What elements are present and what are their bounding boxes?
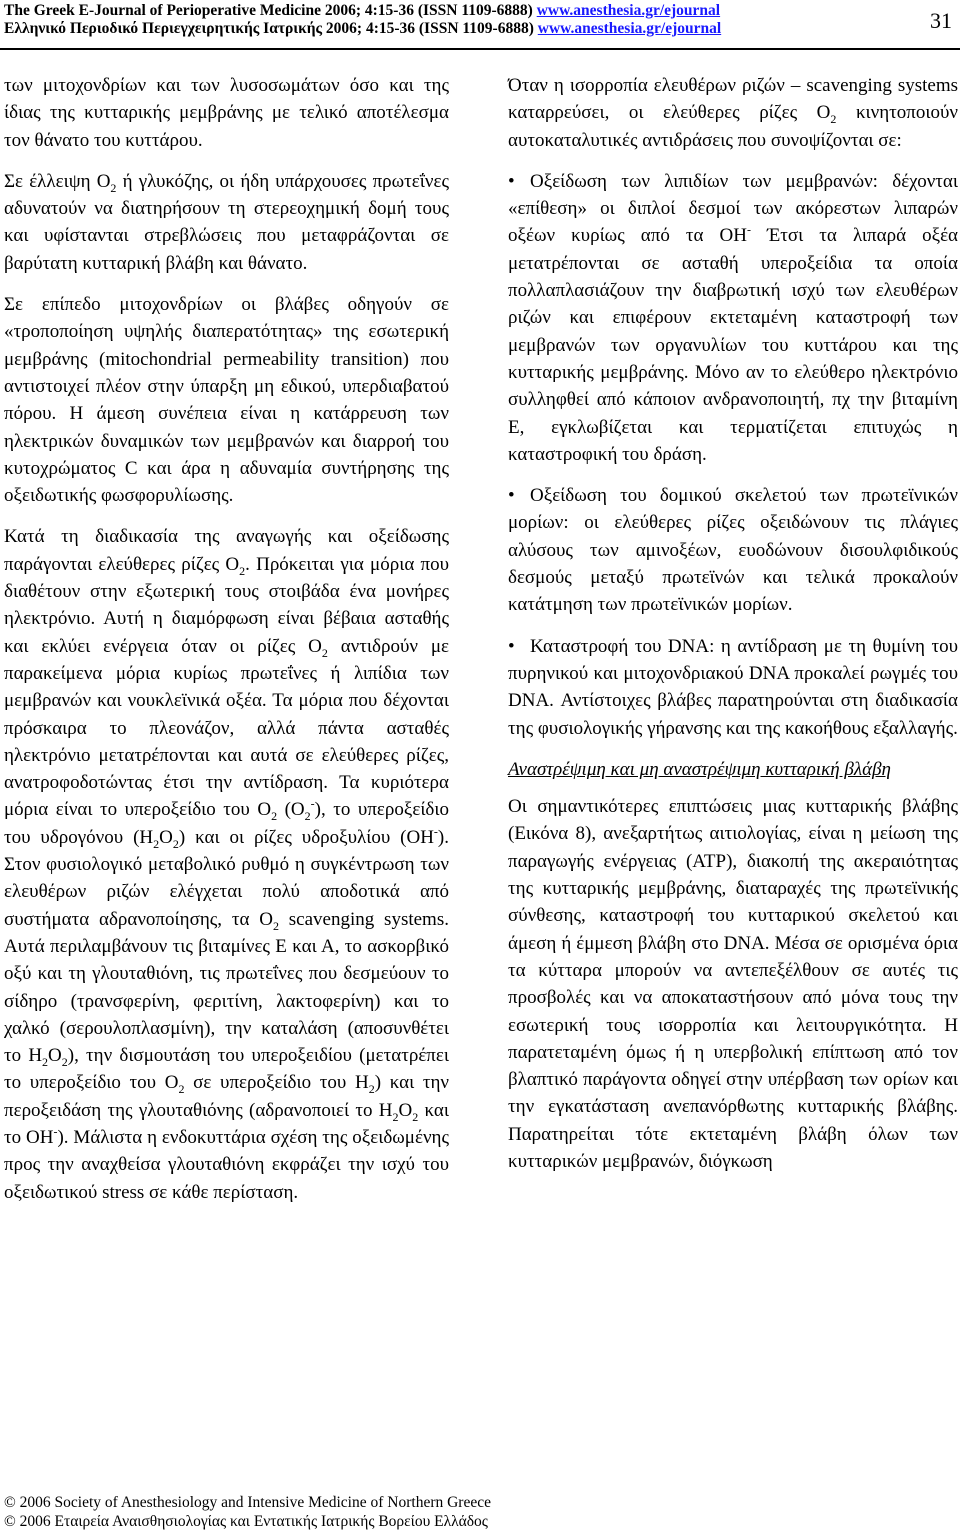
list-item: • Οξείδωση του δομικού σκελετού των πρωτεϊνικών μορίων: οι ελεύθερες ρίζες οξειδώνουν τις πλάγιες αλύσους των αμινοξέων, ευοδώνουν δισουλφιδικούς δεσμούς μεταξύ πρωτεϊνών και τελικά προκαλούν κατάτμηση των πρωτεϊνικών μορίων. [508, 482, 958, 618]
paragraph: Οι σημαντικότερες επιπτώσεις μιας κυτταρικής βλάβης (Εικόνα 8), ανεξαρτήτως αιτιολογίας, είναι η μείωση της παραγωγής ενέργειας (ATP), διακοπή της ακεραιότητας της κυτταρικής μεμβράνης, διαταραχές της πρωτεϊνικής σύνθεσης, καταστροφή του κυτταρικού σκελετού και άμεση ή έμμεση βλάβη στο DNA. Μέσα σε ορισμένα όρια τα κύτταρα μπορούν να αντεπεξέλθουν σε αυτές τις προσβολές και να αποκαταστήσουν από μόνα τους την εσωτερική τους ισορροπία και λειτουργικότητα. Η παρατεταμένη όμως ή η υπερβολική επίπτωση από τον βλαπτικό παράγοντα οδηγεί στην υπέρβαση των ορίων και την εγκατάσταση ανεπανόρθωτης κυτταρικής βλάβης. Παρατηρείται τότε εκτεταμένη βλάβη όλων των κυτταρικών μεμβρανών, διόγκωση [508, 796, 958, 1172]
journal-citation-greek [4, 20, 956, 38]
right-column [508, 72, 958, 1175]
section-heading: Αναστρέψιμη και μη αναστρέψιμη κυτταρική βλάβη [508, 758, 891, 780]
list-item: • Καταστροφή του DNA: η αντίδραση με τη θυμίνη του πυρηνικού και μιτοχονδριακού DNA προκαλεί ρωγμές του DNA. Αντίστοιχες βλάβες παρατηρούνται στη διαδικασία της φυσιολογικής γήρανσης και της κακοήθους εξαλλαγής. [508, 633, 958, 742]
paragraph: Όταν η ισορροπία ελευθέρων ριζών – scavenging systems καταρρεύσει, οι ελεύθερες ρίζες $O_2$ κινητοποιούν αυτοκαταλυτικές αντιδράσεις που συνοψίζονται σε: [508, 75, 958, 151]
left-column [4, 72, 449, 1206]
bullet-icon: • [508, 170, 515, 192]
page-footer [4, 1493, 956, 1531]
bullet-icon: • [508, 485, 515, 507]
list-item: • Οξείδωση των λιπιδίων των μεμβρανών: δέχονται «επίθεση» οι διπλοί δεσμοί των ακόρεστων λιπαρών οξέων κυρίως από τα OH- Έτσι τα λιπαρά οξέα μετατρέπονται σε ασταθή υπεροξείδια τα οποία πολλαπλασιάζουν την διαβρωτική ισχύ των ελευθέρων ριζών και επιφέρουν εκτεταμένη καταστροφή των μεμβρανών των οργανυλίων του κυττάρου και της κυτταρικής μεμβράνης. Μόνο αν το ελεύθερο ηλεκτρόνιο συλληφθεί από κάποιον ανδρανοποιητή, πχ την βιταμίνη Ε, εγκλωβίζεται και τερματίζεται επιτυχώς η καταστροφική του δράση. [508, 168, 958, 468]
page-number: 31 [930, 8, 952, 33]
citation-text: The Greek E-Journal of Perioperative Medicine 2006; 4:15-36 (ISSN 1109-6888) [4, 2, 537, 19]
page-header [4, 2, 956, 44]
journal-link[interactable]: www.anesthesia.gr/ejournal [536, 2, 721, 19]
paragraph: Σε επίπεδο μιτοχονδρίων οι βλάβες οδηγούν σε «τροποποίηση υψηλής διαπερατότητας» της εσωτερική μεμβράνης (mitochondrial permeability transition) που αντιστοιχεί πλέον στην ύπαρξη μη εδικού, υπερδιαβατού πόρου. Η άμεση συνέπεια είναι η κατάρρευση των ηλεκτρικών δυναμικών των μεμβρανών και διαρροή του κυτοχρώματος C και άρα η αδυναμία συντήρησης της οξειδωτικής φωσφορυλίωσης. [4, 294, 449, 507]
copyright-greek: © 2006 Εταιρεία Αναισθησιολογίας και Εντατικής Ιατρικής Βορείου Ελλάδος [4, 1513, 488, 1530]
citation-text: Ελληνικό Περιοδικό Περιεγχειρητικής Ιατρικής 2006; 4:15-36 (ISSN 1109-6888) [4, 20, 538, 37]
header-rule [0, 48, 960, 50]
journal-link[interactable]: www.anesthesia.gr/ejournal [537, 20, 722, 37]
paragraph: Κατά τη διαδικασία της αναγωγής και οξείδωσης παράγονται ελεύθερες ρίζες $O_2$. Πρόκειται για μόρια που διαθέτουν στην εξωτερική τους στοιβάδα ένα μονήρες ηλεκτρόνιο. Αυτή η διαμόρφωση είναι βέβαια ασταθής και εκλύει ενέργεια όταν οι ρίζες $O_2$ αντιδρούν με παρακείμενα μόρια κυρίως πρωτεΐνες ή λιπίδια των μεμβρανών και νουκλεϊνικά οξέα. Τα μόρια που δέχονται πρόσκαιρα το πλεονάζον, αλλά πάντα ασταθές ηλεκτρόνιο μετατρέπονται και αυτά σε ελεύθερες ρίζες, ανατροφοδοτώντας έτσι την αντίδραση. Τα κυριότερα μόρια είναι το υπεροξείδιο του $O_2$ $(O_2^-)$, το υπεροξείδιο του υδρογόνου $(H_2O_2)$ και οι ρίζες υδροξυλίου (OH-). Στον φυσιολογικό μεταβολικό ρυθμό η συγκέντρωση των ελευθέρων ριζών ελέγχεται πολύ αποδοτικά από συστήματα αδρανοποίησης, τα $O_2$ scavenging systems. Αυτά περιλαμβάνουν τις βιταμίνες Ε και Α, το ασκορβικό οξύ και τη γλουταθιόνη, τις πρωτεΐνες που δεσμεύουν το σίδηρο (τρανσφερίνη, φεριτίνη, λακτοφερίνη) και το χαλκό (σερουλοπλασμίνη), την καταλάση (αποσυνθέτει το $H_2O_2$), την δισμουτάση του υπεροξειδίου (μετατρέπει το υπεροξείδιο του $O_2$ σε υπεροξείδιο του $H_2$) και την περοξειδάση της γλουταθιόνης (αδρανοποιεί το $H_2O_2$ και το OH-). Μάλιστα η ενδοκυττάρια σχέση της οξειδωμένης προς την αναχθείσα γλουταθιόνη εκφράζει την ισχύ του οξειδωτικού stress σε κάθε περίσταση. [4, 526, 450, 1203]
journal-citation-english [4, 2, 956, 20]
paragraph: των μιτοχονδρίων και των λυσοσωμάτων όσο και της ίδιας της κυτταρικής μεμβράνης με τελικό αποτέλεσμα τον θάνατο του κυττάρου. [4, 75, 449, 151]
bullet-list [508, 168, 958, 742]
bullet-icon: • [508, 635, 515, 657]
paragraph: Σε έλλειψη $O_2$ ή γλυκόζης, οι ήδη υπάρχουσες πρωτεΐνες αδυνατούν να διατηρήσουν τη στερεοχημική δομή τους και υφίστανται στρεβλώσεις που μεταφράζονται σε βαρύτατη κυτταρική βλάβη και θάνατο. [4, 170, 449, 274]
copyright-english: © 2006 Society of Anesthesiology and Intensive Medicine of Northern Greece [4, 1494, 491, 1511]
